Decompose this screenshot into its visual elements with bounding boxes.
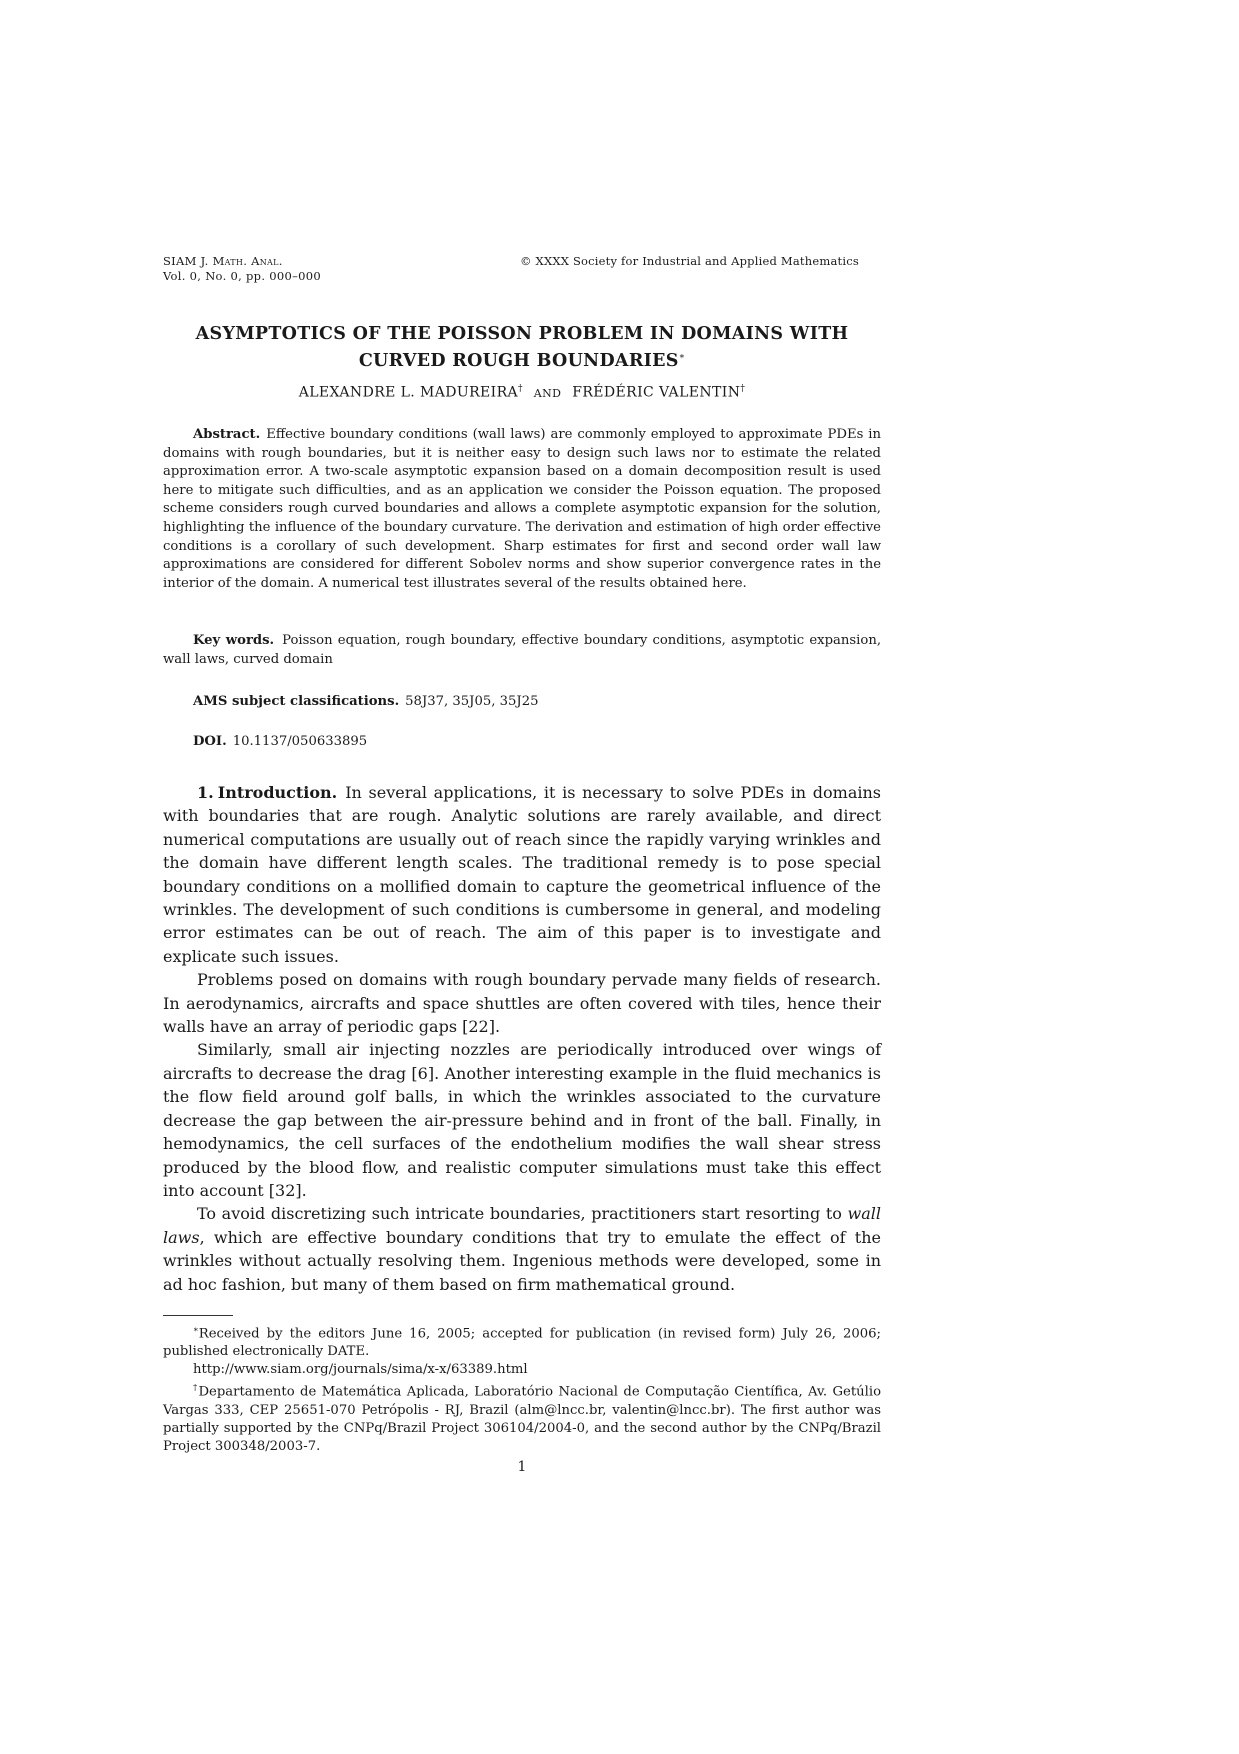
section-number: 1. bbox=[197, 783, 214, 802]
intro-paragraph-3: Similarly, small air injecting nozzles are periodically introduced over wings of aircrafts to decrease the drag [6]. Another interesting example in the fluid mechanics is the flow field around golf balls, in which the wrinkles associated to the curvature decrease the gap between the air-pressure behind and in front of the ball. Finally, in hemodynamics, the cell surfaces of the endothelium modifies the wall shear stress produced by the blood flow, and realistic computer simulations must take this effect into account [32]. bbox=[163, 1040, 881, 1200]
footnote-affiliation-text: Departamento de Matemática Aplicada, Laboratório Nacional de Computação Científica, Av. Getúlio Vargas 333, CEP 25651-070 Petrópolis - RJ, Brazil (alm@lncc.br, valentin@lncc.br). The first author was partially supported by the CNPq/Brazil Project 306104/2004-0, and the second author by the CNPq/Brazil Project 300348/2003-7. bbox=[163, 1384, 882, 1454]
keywords-text: Poisson equation, rough boundary, effective boundary conditions, asymptotic expansion, wall laws, curved domain bbox=[163, 633, 882, 667]
intro-paragraph-2: Problems posed on domains with rough boundary pervade many fields of research. In aerodynamics, aircrafts and space shuttles are often covered with tiles, hence their walls have an array of periodic gaps [22]. bbox=[163, 970, 881, 1037]
paper-title bbox=[163, 323, 881, 373]
title-line-2-text: CURVED ROUGH BOUNDARIES bbox=[358, 350, 679, 371]
intro-paragraph-4-lead: To avoid discretizing such intricate boundaries, practitioners start resorting to bbox=[197, 1204, 842, 1224]
abstract-text: Effective boundary conditions (wall laws) are commonly employed to approximate PDEs in domains with rough boundaries, but it is neither easy to design such laws nor to estimate the related approximation error. A two-scale asymptotic expansion based on a domain decomposition result is used here to mitigate such difficulties, and as an application we consider the Poisson equation. The proposed scheme considers rough curved boundaries and allows a complete asymptotic expansion for the solution, highlighting the influence of the boundary curvature. The derivation and estimation of high order effective conditions is a corollary of such development. Sharp estimates for first and second order wall law approximations are considered for different Sobolev norms and show superior convergence rates in the interior of the domain. A numerical test illustrates several of the results obtained here. bbox=[163, 427, 881, 591]
author-1-mark: † bbox=[518, 384, 523, 394]
abstract bbox=[163, 426, 881, 593]
author-1: ALEXANDRE L. MADUREIRA bbox=[298, 384, 519, 401]
keywords bbox=[163, 631, 881, 669]
page-number: 1 bbox=[517, 1459, 527, 1475]
journal-volume: Vol. 0, No. 0, pp. 000–000 bbox=[163, 269, 321, 283]
ams-label: AMS subject classifications. bbox=[193, 694, 400, 709]
author-2: FRÉDÉRIC VALENTIN bbox=[572, 384, 741, 401]
journal-header bbox=[163, 254, 321, 284]
author-2-mark: † bbox=[740, 384, 746, 394]
doi bbox=[193, 734, 367, 749]
intro-paragraph-4 bbox=[163, 1202, 881, 1296]
intro-paragraph-4-rest: , which are effective boundary conditions that try to emulate the effect of the wrinkles without actually resolving them. Ingenious methods were developed, some in ad hoc fashion, but many of them based on firm mathematical ground. bbox=[163, 1227, 881, 1294]
journal-name: SIAM J. Math. Anal. bbox=[163, 254, 283, 268]
ams-text: 58J37, 35J05, 35J25 bbox=[405, 694, 539, 709]
title-line-2 bbox=[163, 346, 881, 373]
keywords-label: Key words. bbox=[193, 633, 275, 648]
intro-paragraph-1-text: In several applications, it is necessary to solve PDEs in domains with boundaries that are rough. Analytic solutions are rarely available, and direct numerical computations are usually out of reach since the rapidly varying wrinkles and the domain have different length scales. The traditional remedy is to pose special boundary conditions on a mollified domain to capture the geometrical influence of the wrinkles. The development of such conditions is cumbersome in general, and modeling error estimates can be out of reach. The aim of this paper is to investigate and explicate such issues. bbox=[163, 783, 881, 966]
footnote-url[interactable]: http://www.siam.org/journals/sima/x-x/63389.html bbox=[193, 1362, 528, 1378]
footnote-affiliation-mark: † bbox=[193, 1383, 199, 1394]
footnote-received bbox=[163, 1321, 881, 1361]
section-introduction bbox=[163, 781, 881, 1296]
copyright-notice: © XXXX Society for Industrial and Applied Mathematics bbox=[520, 254, 859, 268]
doi-text: 10.1137/050633895 bbox=[232, 734, 368, 749]
footnote-divider bbox=[163, 1315, 233, 1316]
author-list bbox=[163, 384, 881, 401]
footnote-received-text: Received by the editors June 16, 2005; accepted for publication (in revised form) July 26, 2006; published electronically DATE. bbox=[163, 1326, 881, 1360]
title-footnote-mark: ∗ bbox=[678, 352, 686, 362]
ams-classifications bbox=[193, 694, 538, 709]
intro-paragraph-1 bbox=[163, 781, 881, 968]
footnote-received-mark: ∗ bbox=[193, 1325, 199, 1335]
title-line-1: ASYMPTOTICS OF THE POISSON PROBLEM IN DOMAINS WITH bbox=[195, 324, 849, 344]
intro-paragraph-4-emphasis: wall laws bbox=[163, 1204, 881, 1247]
abstract-label: Abstract. bbox=[193, 427, 261, 442]
author-conjunction: AND bbox=[533, 386, 562, 400]
footnotes bbox=[163, 1321, 881, 1456]
doi-label: DOI. bbox=[193, 734, 227, 749]
section-title: Introduction. bbox=[217, 783, 338, 802]
footnote-affiliation bbox=[163, 1379, 881, 1455]
